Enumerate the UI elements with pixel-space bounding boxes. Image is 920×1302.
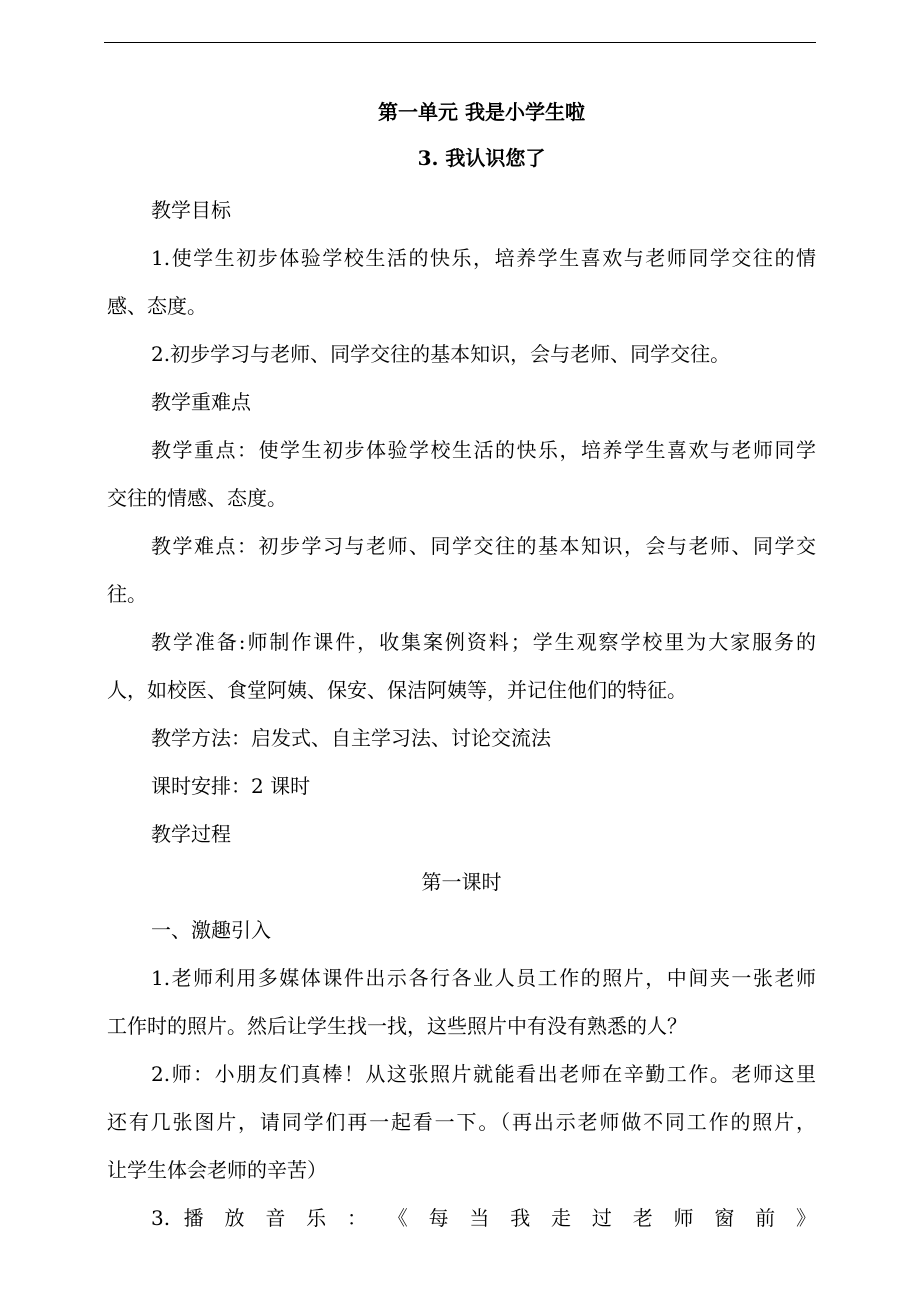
step-2-line-2: 还有几张图片，请同学们再一起看一下。（再出示老师做不同工作的照片， — [107, 1110, 816, 1134]
goal-heading: 教学目标 — [151, 198, 231, 222]
unit-title: 第一单元 我是小学生啦 — [378, 100, 585, 124]
key-point-line-2: 交往的情感、态度。 — [107, 486, 287, 510]
difficult-point-line-1: 教学难点：初步学习与老师、同学交往的基本知识，会与老师、同学交 — [151, 534, 816, 558]
period-title: 第一课时 — [421, 870, 502, 894]
teaching-method: 教学方法：启发式、自主学习法、讨论交流法 — [151, 726, 551, 750]
key-point-line-1: 教学重点：使学生初步体验学校生活的快乐，培养学生喜欢与老师同学 — [151, 438, 816, 462]
lesson-title: 3. 我认识您了 — [417, 146, 546, 170]
step-1-line-2: 工作时的照片。然后让学生找一找，这些照片中有没有熟悉的人？ — [107, 1014, 687, 1038]
goal-2: 2.初步学习与老师、同学交往的基本知识，会与老师、同学交往。 — [151, 342, 731, 366]
difficult-point-line-2: 往。 — [107, 582, 147, 606]
header-rule — [104, 42, 816, 43]
document-body — [107, 94, 816, 1242]
step-3: 3. 播 放 音 乐 ： 《 每 当 我 走 过 老 师 窗 前 》 — [151, 1206, 816, 1230]
process-heading: 教学过程 — [151, 822, 231, 846]
goal-1-line-2: 感、态度。 — [107, 294, 207, 318]
part-1-heading: 一、激趣引入 — [151, 918, 271, 942]
key-heading: 教学重难点 — [151, 390, 251, 414]
class-schedule: 课时安排：2 课时 — [151, 774, 311, 798]
goal-1-line-1: 1.使学生初步体验学校生活的快乐，培养学生喜欢与老师同学交往的情 — [151, 246, 816, 270]
step-2-line-3: 让学生体会老师的辛苦） — [107, 1158, 327, 1182]
preparation-line-2: 人，如校医、食堂阿姨、保安、保洁阿姨等，并记住他们的特征。 — [107, 678, 687, 702]
preparation-line-1: 教学准备:师制作课件，收集案例资料；学生观察学校里为大家服务的 — [151, 630, 816, 654]
step-2-line-1: 2.师：小朋友们真棒！从这张照片就能看出老师在辛勤工作。老师这里 — [151, 1062, 816, 1086]
step-1-line-1: 1.老师利用多媒体课件出示各行各业人员工作的照片，中间夹一张老师 — [151, 966, 816, 990]
